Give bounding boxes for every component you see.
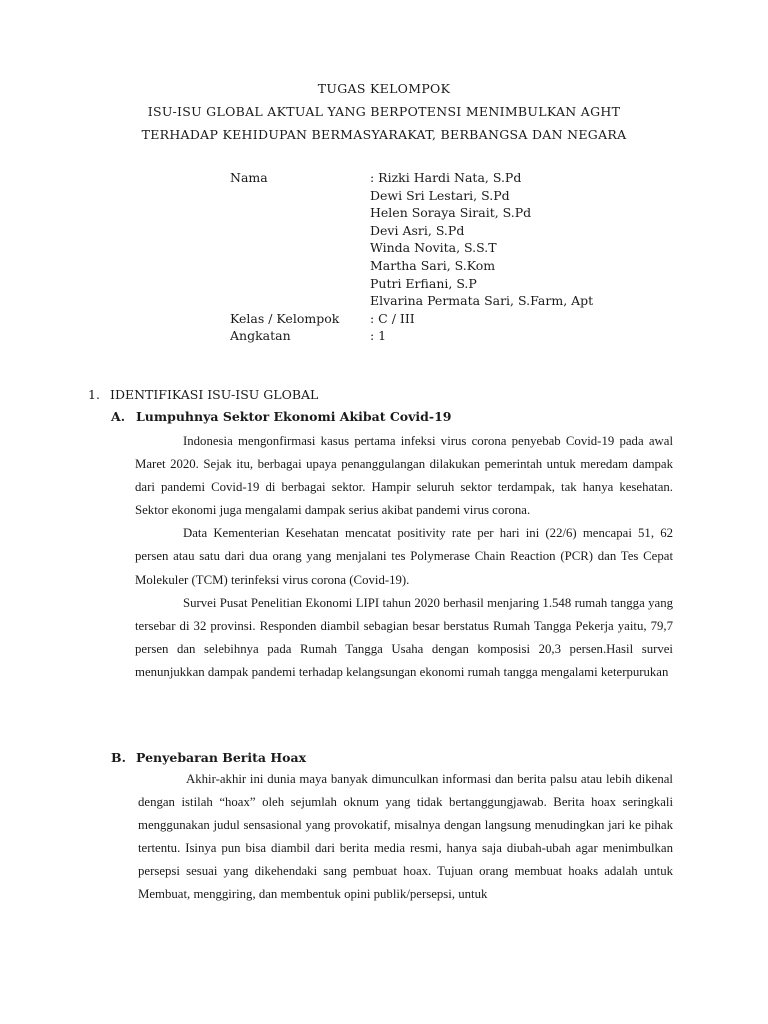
subsection-number: B. [111, 750, 126, 765]
member-name: Devi Asri, S.Pd [370, 222, 465, 238]
angkatan-value: : 1 [370, 328, 387, 344]
subsection-title: Lumpuhnya Sektor Ekonomi Akibat Covid-19 [136, 409, 452, 424]
names-list [370, 169, 593, 310]
paragraph: Indonesia mengonfirmasi kasus pertama infeksi virus corona penyebab Covid-19 pada awal Maret 2020. Sejak itu, berbagai upaya penanggulangan dilakukan pemerintah untuk meredam dampak dari pandemi Covid-19 di berbagai sektor. Hampir seluruh sektor terdampak, tak hanya kesehatan. Sektor ekonomi juga mengalami dampak serius akibat pandemi virus corona. [135, 434, 673, 518]
member-name: : Rizki Hardi Nata, S.Pd [370, 170, 522, 185]
subsection-b-body [138, 768, 673, 907]
title-line-3: TERHADAP KEHIDUPAN BERMASYARAKAT, BERBANGSA DAN NEGARA [141, 127, 627, 142]
angkatan-row [230, 327, 593, 345]
title-line-2: ISU-ISU GLOBAL AKTUAL YANG BERPOTENSI MENIMBULKAN AGHT [147, 104, 621, 119]
member-name: Helen Soraya Sirait, S.Pd [370, 205, 532, 221]
paragraph: Data Kementerian Kesehatan mencatat positivity rate per hari ini (22/6) mencapai 51, 62 persen atau satu dari dua orang yang menjalani tes Polymerase Chain Reaction (PCR) dan Tes Cepat Molekuler (TCM) terinfeksi virus corona (Covid-19). [135, 526, 673, 587]
angkatan-label: Angkatan [230, 328, 291, 344]
title-line-1: TUGAS KELOMPOK [317, 81, 451, 96]
kelas-row [230, 310, 593, 328]
section-number: 1. [88, 387, 100, 402]
subsection-number: A. [111, 409, 126, 424]
member-info [230, 169, 593, 345]
subsection-heading-b [111, 750, 306, 765]
nama-label: Nama [230, 170, 268, 185]
document-title [0, 80, 768, 149]
subsection-heading-a [111, 409, 452, 424]
section-title: IDENTIFIKASI ISU-ISU GLOBAL [110, 387, 319, 402]
member-name: Martha Sari, S.Kom [370, 257, 496, 273]
subsection-a-body [135, 430, 673, 684]
member-name: Putri Erfiani, S.P [370, 275, 477, 291]
subsection-title: Penyebaran Berita Hoax [136, 750, 307, 765]
paragraph: Akhir-akhir ini dunia maya banyak dimunculkan informasi dan berita palsu atau lebih dikenal dengan istilah “hoax” oleh sejumlah oknum yang tidak bertanggungjawab. Berita hoax seringkali menggunakan judul sensasional yang provokatif, misalnya dengan langsung menudingkan jari ke pihak tertentu. Isinya pun bisa diambil dari berita media resmi, hanya saja diubah-ubah agar menimbulkan persepsi sesuai yang dikehendaki sang pembuat hoax. Tujuan orang membuat hoaks adalah untuk Membuat, menggiring, dan membentuk opini publik/persepsi, untuk [138, 772, 673, 902]
kelas-label: Kelas / Kelompok [230, 310, 340, 326]
paragraph: Survei Pusat Penelitian Ekonomi LIPI tahun 2020 berhasil menjaring 1.548 rumah tangga yang tersebar di 32 provinsi. Responden diambil sebagian besar berstatus Rumah Tangga Pekerja yaitu, 79,7 persen dan selebihnya pada Rumah Tangga Usaha dengan komposisi 20,3 persen.Hasil survei menunjukkan dampak pandemi terhadap kelangsungan ekonomi rumah tangga mengalami keterpurukan [135, 595, 673, 679]
member-name: Elvarina Permata Sari, S.Farm, Apt [370, 293, 594, 309]
nama-row [230, 169, 593, 310]
kelas-value: : C / III [370, 310, 415, 326]
member-name: Dewi Sri Lestari, S.Pd [370, 187, 510, 203]
member-name: Winda Novita, S.S.T [370, 240, 497, 256]
section-heading-1 [88, 387, 318, 402]
